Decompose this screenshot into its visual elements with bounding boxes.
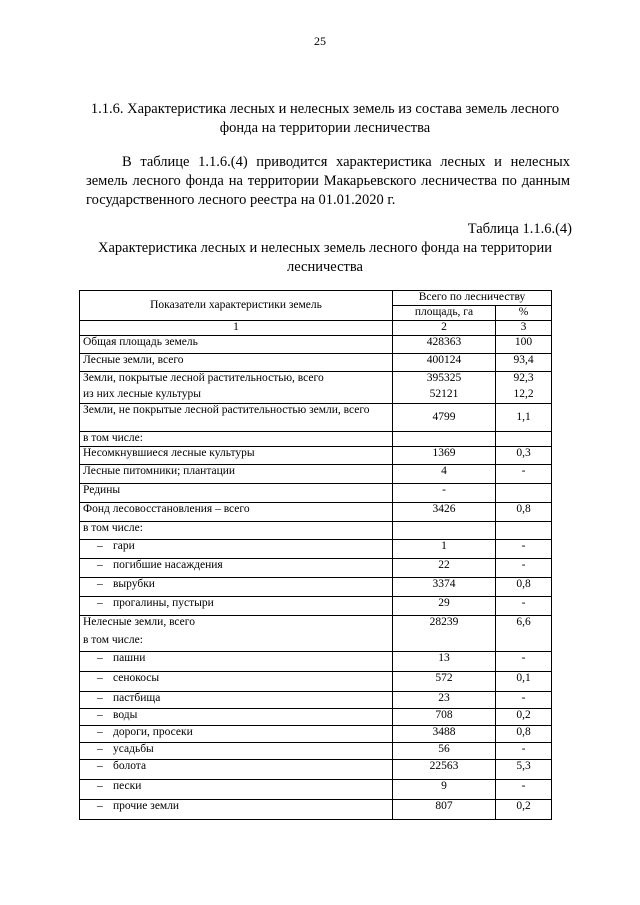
table-row bbox=[80, 652, 552, 672]
column-number: 3 bbox=[496, 321, 552, 336]
row-label: дороги, просеки bbox=[113, 726, 193, 738]
table-row bbox=[80, 388, 552, 404]
row-area: 807 bbox=[393, 800, 496, 820]
dash-bullet: – bbox=[97, 578, 103, 590]
dash-bullet: – bbox=[97, 726, 103, 738]
table-row bbox=[80, 432, 552, 447]
row-area: 4799 bbox=[393, 404, 496, 432]
row-area: 395325 bbox=[393, 372, 496, 388]
table-row bbox=[80, 540, 552, 559]
row-label-indented bbox=[80, 743, 393, 760]
row-label: в том числе: bbox=[80, 432, 393, 447]
row-label-indented bbox=[80, 652, 393, 672]
row-percent: 0,8 bbox=[496, 726, 552, 743]
table-row bbox=[80, 336, 552, 354]
row-percent: - bbox=[496, 692, 552, 709]
header-percent: % bbox=[496, 306, 552, 321]
row-area bbox=[393, 432, 496, 447]
row-percent: 1,1 bbox=[496, 404, 552, 432]
row-area: 29 bbox=[393, 597, 496, 616]
row-area: 22563 bbox=[393, 760, 496, 780]
dash-bullet: – bbox=[97, 800, 103, 812]
row-label-indented bbox=[80, 540, 393, 559]
row-percent: 5,3 bbox=[496, 760, 552, 780]
row-label: Редины bbox=[80, 484, 393, 503]
table-row bbox=[80, 447, 552, 465]
row-percent: 0,8 bbox=[496, 578, 552, 597]
dash-bullet: – bbox=[97, 597, 103, 609]
row-label: сенокосы bbox=[113, 672, 160, 684]
row-label: в том числе: bbox=[80, 522, 393, 540]
land-characteristics-table bbox=[79, 290, 552, 820]
row-label: гари bbox=[113, 540, 135, 552]
row-area: 4 bbox=[393, 465, 496, 484]
dash-bullet: – bbox=[97, 780, 103, 792]
dash-bullet: – bbox=[97, 760, 103, 772]
row-percent: 0,1 bbox=[496, 672, 552, 692]
table-row bbox=[80, 709, 552, 726]
page-number: 25 bbox=[314, 34, 326, 48]
row-area: 3374 bbox=[393, 578, 496, 597]
row-area: - bbox=[393, 484, 496, 503]
header-indicators: Показатели характеристики земель bbox=[80, 291, 393, 321]
row-label: Лесные питомники; плантации bbox=[80, 465, 393, 484]
row-label: Земли, покрытые лесной растительностью, всего bbox=[80, 372, 393, 388]
section-title: 1.1.6. Характеристика лесных и нелесных земель из состава земель лесного фонда на территории лесничества bbox=[90, 101, 560, 136]
row-label-indented bbox=[80, 692, 393, 709]
row-label: вырубки bbox=[113, 578, 155, 590]
row-label: Несомкнувшиеся лесные культуры bbox=[80, 447, 393, 465]
row-area: 1369 bbox=[393, 447, 496, 465]
row-percent: 100 bbox=[496, 336, 552, 354]
row-label-indented bbox=[80, 597, 393, 616]
row-label: болота bbox=[113, 760, 147, 772]
row-area: 3488 bbox=[393, 726, 496, 743]
dash-bullet: – bbox=[97, 652, 103, 664]
dash-bullet: – bbox=[97, 540, 103, 552]
row-percent: 0,3 bbox=[496, 447, 552, 465]
row-label: Земли, не покрытые лесной растительностью земли, всего bbox=[80, 404, 393, 432]
row-area: 28239 bbox=[393, 616, 496, 652]
table-row bbox=[80, 800, 552, 820]
row-label: пашни bbox=[113, 652, 146, 664]
row-label: из них лесные культуры bbox=[80, 388, 393, 404]
row-percent: - bbox=[496, 780, 552, 800]
row-label: Общая площадь земель bbox=[80, 336, 393, 354]
row-label-indented bbox=[80, 709, 393, 726]
table-row bbox=[80, 522, 552, 540]
table-row bbox=[80, 578, 552, 597]
row-area: 428363 bbox=[393, 336, 496, 354]
row-label: Нелесные земли, всего bbox=[80, 616, 393, 634]
row-label-indented bbox=[80, 760, 393, 780]
row-percent: - bbox=[496, 743, 552, 760]
row-percent: 0,2 bbox=[496, 709, 552, 726]
table-row bbox=[80, 465, 552, 484]
row-percent: - bbox=[496, 540, 552, 559]
row-label-indented bbox=[80, 578, 393, 597]
row-label: пастбища bbox=[113, 692, 161, 704]
row-area: 9 bbox=[393, 780, 496, 800]
row-percent bbox=[496, 522, 552, 540]
row-percent: - bbox=[496, 559, 552, 578]
row-label-indented bbox=[80, 780, 393, 800]
column-number: 1 bbox=[80, 321, 393, 336]
row-label-indented bbox=[80, 800, 393, 820]
table-row bbox=[80, 672, 552, 692]
row-area: 52121 bbox=[393, 388, 496, 404]
table-row bbox=[80, 616, 552, 634]
row-percent: 93,4 bbox=[496, 354, 552, 372]
dash-bullet: – bbox=[97, 692, 103, 704]
dash-bullet: – bbox=[97, 559, 103, 571]
row-area: 56 bbox=[393, 743, 496, 760]
table-row bbox=[80, 484, 552, 503]
row-percent: - bbox=[496, 597, 552, 616]
row-percent: 12,2 bbox=[496, 388, 552, 404]
table-label: Таблица 1.1.6.(4) bbox=[467, 221, 572, 237]
table-row bbox=[80, 780, 552, 800]
table-row bbox=[80, 404, 552, 432]
table-row bbox=[80, 354, 552, 372]
dash-bullet: – bbox=[97, 743, 103, 755]
row-percent: - bbox=[496, 652, 552, 672]
row-label: Фонд лесовосстановления – всего bbox=[80, 503, 393, 522]
row-label: Лесные земли, всего bbox=[80, 354, 393, 372]
table-row bbox=[80, 503, 552, 522]
row-area: 400124 bbox=[393, 354, 496, 372]
row-area bbox=[393, 522, 496, 540]
dash-bullet: – bbox=[97, 672, 103, 684]
table-caption: Характеристика лесных и нелесных земель лесного фонда на территории лесничества bbox=[98, 240, 552, 275]
header-area: площадь, га bbox=[393, 306, 496, 321]
row-area: 572 bbox=[393, 672, 496, 692]
table-row bbox=[80, 559, 552, 578]
row-area: 23 bbox=[393, 692, 496, 709]
row-percent: 0,2 bbox=[496, 800, 552, 820]
row-percent: - bbox=[496, 465, 552, 484]
row-label: усадьбы bbox=[113, 743, 154, 755]
row-label: в том числе: bbox=[80, 634, 393, 652]
row-percent bbox=[496, 484, 552, 503]
row-label-indented bbox=[80, 559, 393, 578]
row-label: воды bbox=[113, 709, 138, 721]
row-label: прогалины, пустыри bbox=[113, 597, 214, 609]
row-area: 708 bbox=[393, 709, 496, 726]
header-total-group: Всего по лесничеству bbox=[393, 291, 552, 306]
intro-paragraph: В таблице 1.1.6.(4) приводится характеристика лесных и нелесных земель лесного фонда на территории Макарьевского лесничества по данным государственного лесного реестра на 01.01.2020 г. bbox=[86, 154, 570, 208]
row-percent bbox=[496, 432, 552, 447]
dash-bullet: – bbox=[97, 709, 103, 721]
row-label-indented bbox=[80, 672, 393, 692]
row-label: пески bbox=[113, 780, 142, 792]
column-number: 2 bbox=[393, 321, 496, 336]
row-label: прочие земли bbox=[113, 800, 180, 812]
row-area: 3426 bbox=[393, 503, 496, 522]
table-row bbox=[80, 760, 552, 780]
row-percent: 0,8 bbox=[496, 503, 552, 522]
table-row bbox=[80, 743, 552, 760]
row-percent: 92,3 bbox=[496, 372, 552, 388]
row-area: 1 bbox=[393, 540, 496, 559]
row-area: 13 bbox=[393, 652, 496, 672]
table-row bbox=[80, 372, 552, 388]
row-area: 22 bbox=[393, 559, 496, 578]
row-percent: 6,6 bbox=[496, 616, 552, 652]
table-row bbox=[80, 726, 552, 743]
row-label: погибшие насаждения bbox=[113, 559, 223, 571]
table-row bbox=[80, 692, 552, 709]
row-label-indented bbox=[80, 726, 393, 743]
table-row bbox=[80, 597, 552, 616]
